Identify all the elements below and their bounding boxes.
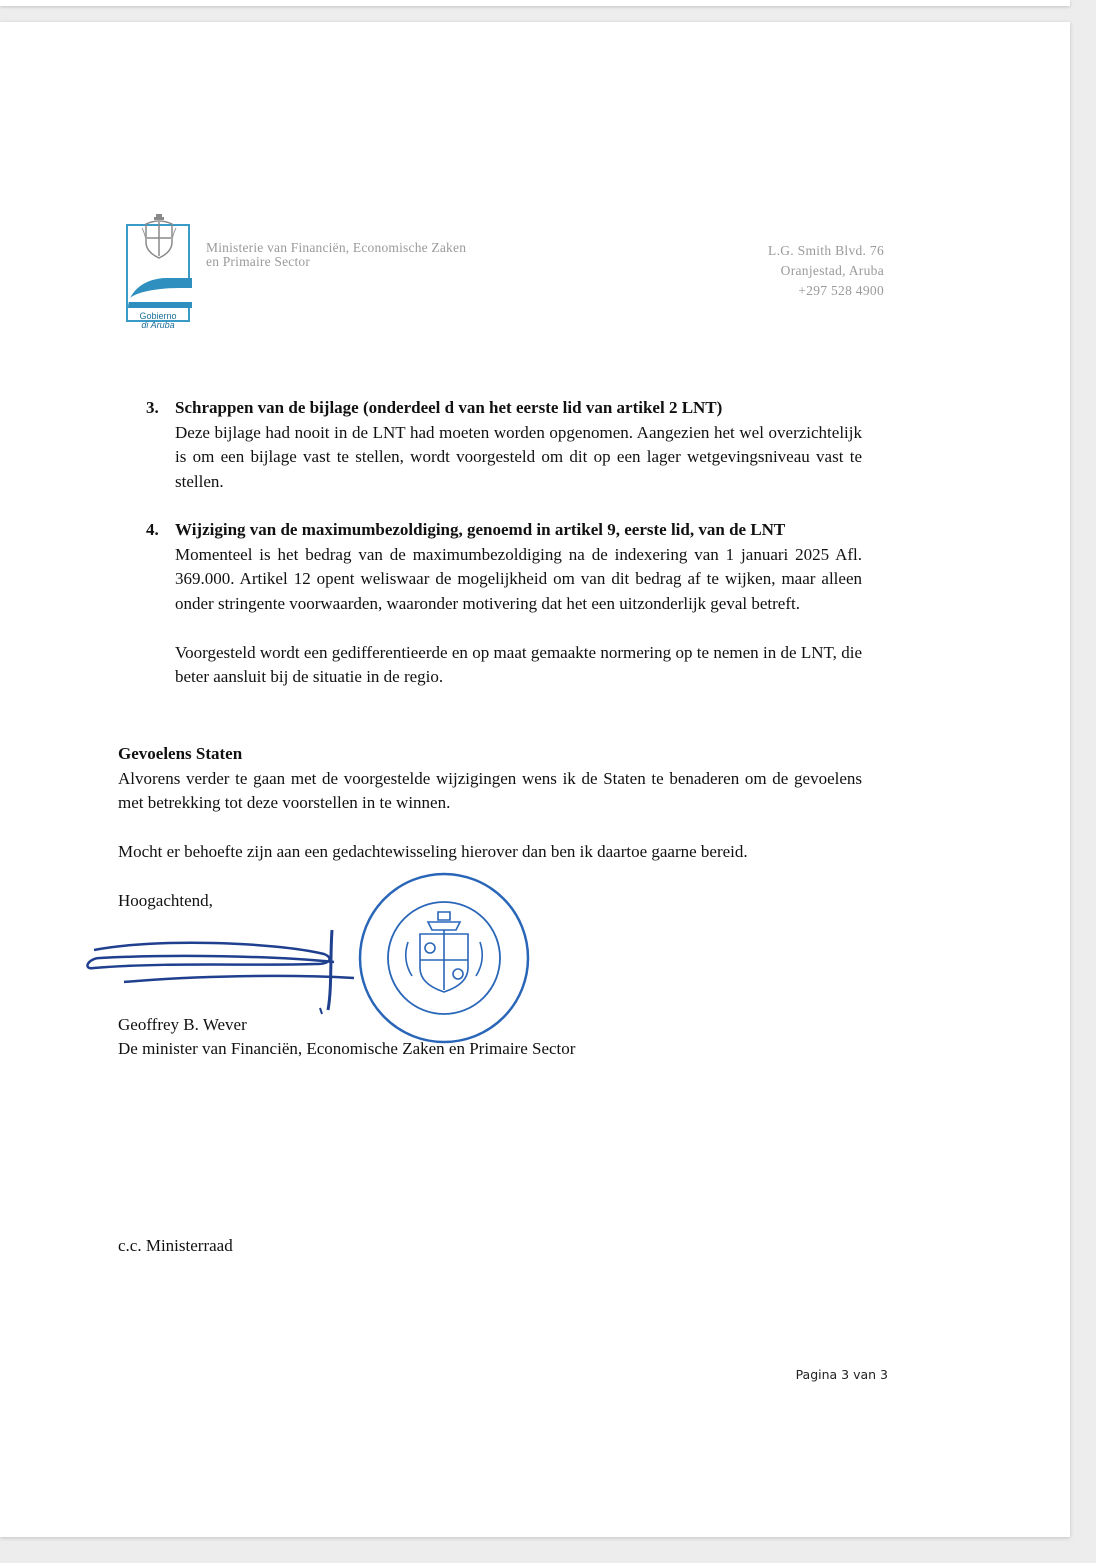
section-paragraph: Mocht er behoefte zijn aan een gedachtewisseling hierover dan ben ik daartoe gaarne bereid.	[118, 842, 748, 861]
item-number: 4.	[146, 520, 159, 539]
item-paragraph: Momenteel is het bedrag van de maximumbezoldiging na de indexering van 1 januari 2025 Afl. 369.000. Artikel 12 opent weliswaar de mogelijkheid om van dit bedrag af te wijken, maar alleen onder stringente voorwaarden, waaronder motivering dat het een uitzonderlijk geval betreft.	[175, 544, 862, 613]
section-gevoelens-staten	[118, 742, 862, 865]
list-item-4	[146, 518, 862, 690]
ministry-name: Ministerie van Financiën, Economische Zaken en Primaire Sector	[206, 240, 467, 269]
logo-text: Gobierno di Aruba	[139, 311, 177, 330]
section-paragraph: Alvorens verder te gaan met de voorgestelde wijzigingen wens ik de Staten te benaderen om de gevoelens met betrekking tot deze voorstellen in te winnen.	[118, 768, 862, 812]
salutation: Hoogachtend,	[118, 891, 213, 910]
previous-page-edge	[0, 0, 1070, 6]
signatory-title: De minister van Financiën, Economische Zaken en Primaire Sector	[118, 1039, 576, 1058]
section-heading: Gevoelens Staten	[118, 744, 243, 763]
item-heading: Schrappen van de bijlage (onderdeel d van het eerste lid van artikel 2 LNT)	[175, 398, 723, 417]
gobierno-logo	[126, 210, 194, 330]
item-paragraph: Voorgesteld wordt een gedifferentieerde en op maat gemaakte normering op te nemen in de LNT, die beter aansluit bij de situatie in de regio.	[175, 642, 862, 686]
signatory-name: Geoffrey B. Wever	[118, 1015, 247, 1034]
ministry-seal-stamp	[358, 872, 530, 1044]
coat-of-arms-icon	[138, 210, 180, 266]
cc-line: c.c. Ministerraad	[118, 1236, 233, 1255]
ministry-address: L.G. Smith Blvd. 76 Oranjestad, Aruba +297 528 4900	[768, 243, 884, 298]
signature-image	[84, 928, 364, 1026]
list-item-3	[146, 396, 862, 494]
item-number: 3.	[146, 398, 159, 417]
item-heading: Wijziging van de maximumbezoldiging, genoemd in artikel 9, eerste lid, van de LNT	[175, 520, 786, 539]
page-number: Pagina 3 van 3	[795, 1367, 888, 1382]
item-paragraph: Deze bijlage had nooit in de LNT had moeten worden opgenomen. Aangezien het wel overzichtelijk is om een bijlage vast te stellen, wordt voorgesteld om dit op een lager wetgevingsniveau vast te stellen.	[175, 422, 862, 491]
